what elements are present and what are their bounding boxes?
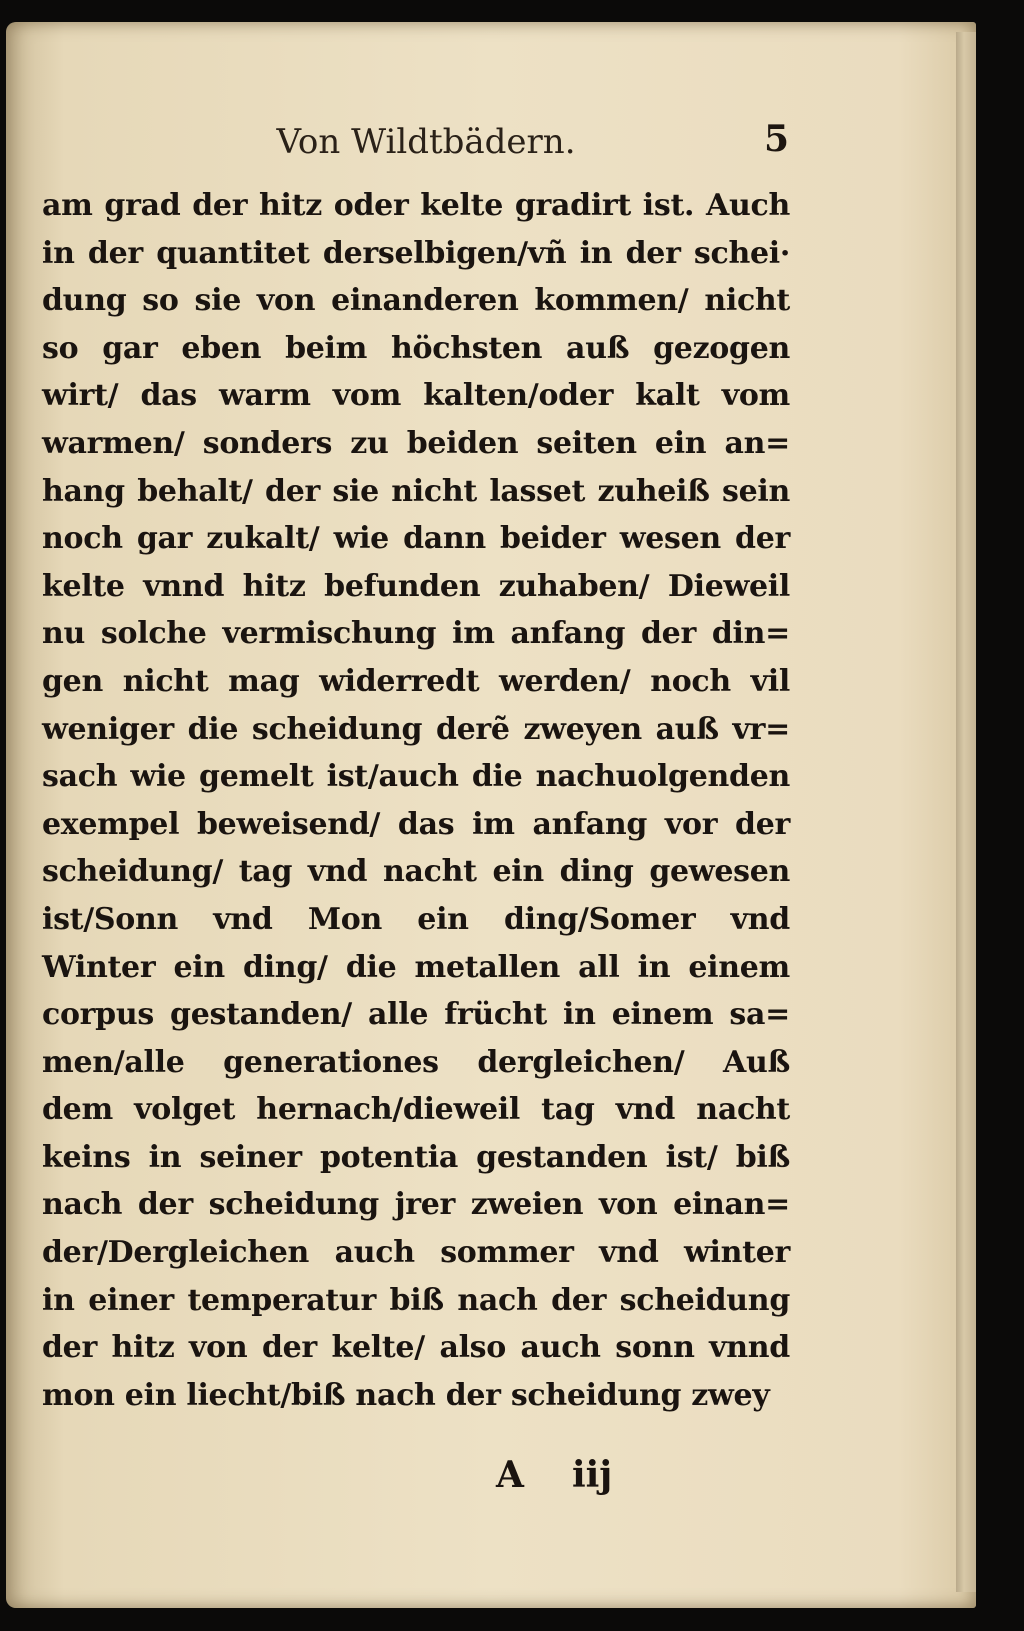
text-line: in der quantitet derselbigen/vñ in der schei· [42, 235, 790, 271]
text-line: der hitz von der kelte/ also auch sonn vnnd [42, 1330, 790, 1366]
folio-number: 5 [764, 118, 790, 160]
text-line: nach der scheidung jrer zweien von einan= [42, 1187, 790, 1223]
text-line: dung so sie von einanderen kommen/ nicht [42, 283, 790, 319]
page-edge [956, 32, 976, 1592]
text-line: hang behalt/ der sie nicht lasset zuheiß sein [42, 473, 790, 509]
text-line: keins in seiner potentia gestanden ist/ biß [42, 1139, 790, 1175]
text-line: so gar eben beim höchsten auß gezogen [42, 330, 790, 366]
text-line: corpus gestanden/ alle frücht in einem sa= [42, 997, 790, 1033]
running-head: Von Wildtbädern. [276, 122, 576, 162]
text-line: kelte vnnd hitz befunden zuhaben/ Dieweil [42, 568, 790, 604]
text-line: nu solche vermischung im anfang der din= [42, 616, 790, 652]
text-line: Winter ein ding/ die metallen all in einem [42, 949, 790, 985]
text-line: weniger die scheidung derẽ zweyen auß vr= [42, 711, 790, 747]
text-line: dem volget hernach/dieweil tag vnd nacht [42, 1092, 790, 1128]
text-line: men/alle generationes dergleichen/ Auß [42, 1044, 790, 1080]
text-line: ist/Sonn vnd Mon ein ding/Somer vnd [42, 901, 790, 937]
signature-number: iij [571, 1454, 613, 1496]
signature-mark: A [496, 1454, 524, 1496]
text-line: sach wie gemelt ist/auch die nachuolgenden [42, 759, 790, 795]
text-line: exempel beweisend/ das im anfang vor der [42, 806, 790, 842]
text-line: am grad der hitz oder kelte gradirt ist. Auch [42, 188, 790, 223]
text-line: in einer temperatur biß nach der scheidung [42, 1282, 790, 1318]
text-line: mon ein liecht/biß nach der scheidung zwey [42, 1377, 770, 1413]
signature-line [496, 1454, 636, 1496]
book-leaf [6, 22, 976, 1608]
text-line: scheidung/ tag vnd nacht ein ding gewesen [42, 854, 790, 890]
text-line: wirt/ das warm vom kalten/oder kalt vom [42, 378, 790, 414]
text-line: warmen/ sonders zu beiden seiten ein an= [42, 425, 790, 461]
text-line: gen nicht mag widerredt werden/ noch vil [42, 663, 790, 699]
body-text [42, 182, 790, 1419]
text-line: noch gar zukalt/ wie dann beider wesen der [42, 521, 790, 557]
text-line: der/Dergleichen auch sommer vnd winter [42, 1235, 790, 1271]
